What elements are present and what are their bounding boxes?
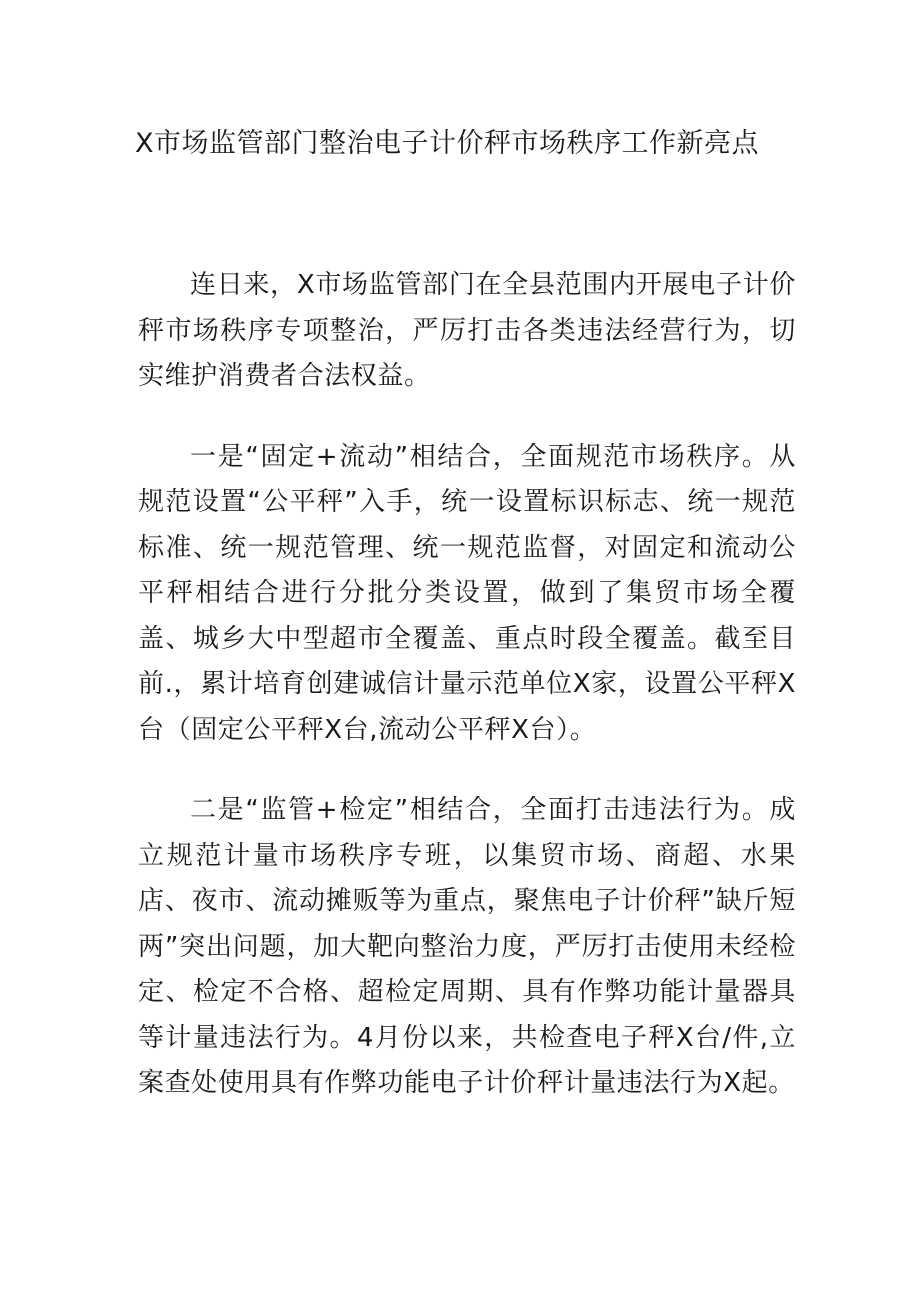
paragraph-intro: 连日来，X市场监管部门在全县范围内开展电子计价秤市场秩序专项整治，严厉打击各类违法经营行为，切实维护消费者合法权益。 [138,270,796,391]
paragraph-point-one: 一是“固定+流动”相结合，全面规范市场秩序。从规范设置“公平秤”入手，统一设置标识标志、统一规范标准、统一规范管理、统一规范监督，对固定和流动公平秤相结合进行分批分类设置，做到了集贸市场全覆盖、城乡大中型超市全覆盖、重点时段全覆盖。截至目前.，累计培育创建诚信计量示范单位X家，设置公平秤X台（固定公平秤X台,流动公平秤X台）。 [138,441,796,745]
document-title: X市场监管部门整治电子计价秤市场秩序工作新亮点 [135,128,759,159]
paragraph-point-two: 二是“监管+检定”相结合，全面打击违法行为。成立规范计量市场秩序专班，以集贸市场、商超、水果店、夜市、流动摊贩等为重点，聚焦电子计价秤”缺斤短两”突出问题，加大靶向整治力度，严厉打击使用未经检定、检定不合格、超检定周期、具有作弊功能计量器具等计量违法行为。4月份以来，共检查电子秤X台/件,立案查处使用具有作弊功能电子计价秤计量违法行为X起。 [138,795,796,1098]
document-body [138,263,796,1142]
